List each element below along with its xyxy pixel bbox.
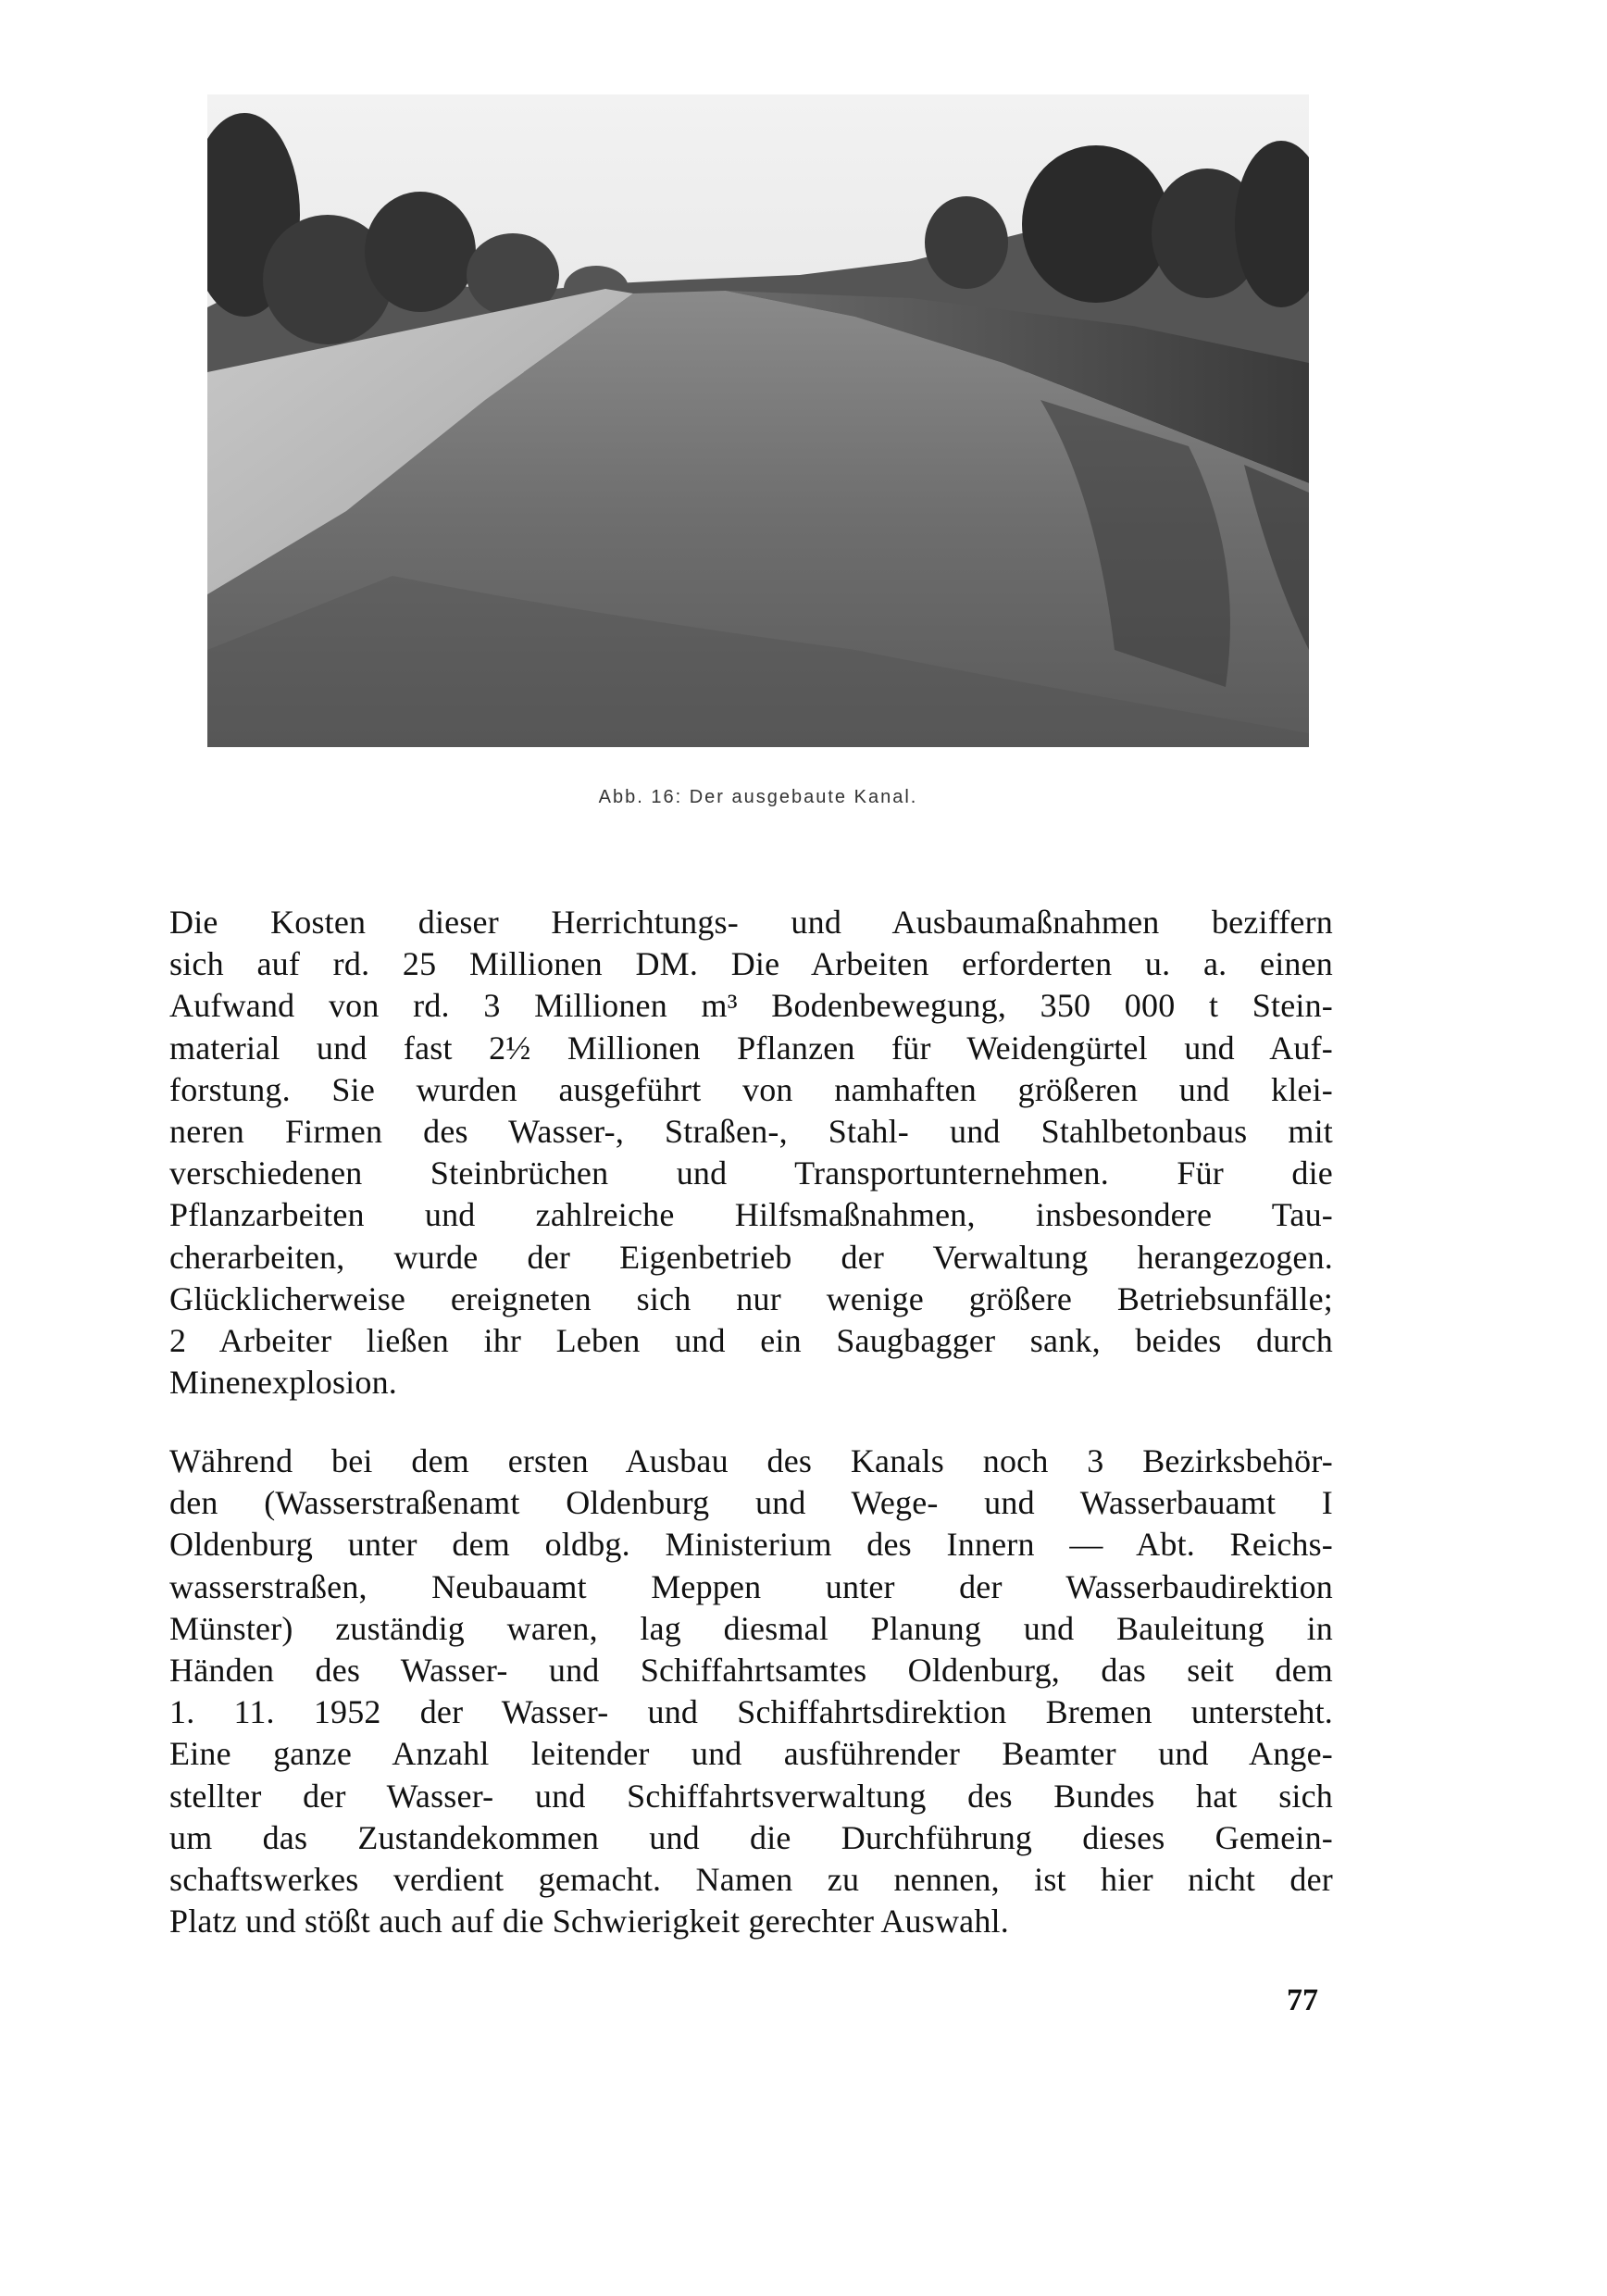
- text-line: forstung. Sie wurden ausgeführt von namhaften größeren und klei-: [169, 1070, 1333, 1108]
- text-line: Pflanzarbeiten und zahlreiche Hilfsmaßnahmen, insbesondere Tau-: [169, 1196, 1333, 1234]
- text-line: Während bei dem ersten Ausbau des Kanals noch 3 Bezirksbehör-: [169, 1442, 1333, 1479]
- figure-caption: Abb. 16: Der ausgebaute Kanal.: [598, 787, 918, 807]
- text-line: cherarbeiten, wurde der Eigenbetrieb der Verwaltung herangezogen.: [169, 1238, 1333, 1276]
- page-number: 77: [1287, 1983, 1318, 2017]
- text-line: Platz und stößt auch auf die Schwierigkeit gerechter Auswahl.: [169, 1903, 1009, 1940]
- paragraph-2: [169, 1441, 1333, 1942]
- text-line: Glücklicherweise ereigneten sich nur wenige größere Betriebsunfälle;: [169, 1279, 1333, 1317]
- text-line: stellter der Wasser- und Schiffahrtsverwaltung des Bundes hat sich: [169, 1777, 1333, 1815]
- text-line: wasserstraßen, Neubauamt Meppen unter der Wasserbaudirektion: [169, 1567, 1333, 1605]
- text-line: Aufwand von rd. 3 Millionen m³ Bodenbewegung, 350 000 t Stein-: [169, 987, 1333, 1025]
- text-line: 1. 11. 1952 der Wasser- und Schiffahrtsdirektion Bremen untersteht.: [169, 1693, 1333, 1731]
- text-line: Minenexplosion.: [169, 1364, 397, 1402]
- text-line: material und fast 2½ Millionen Pflanzen für Weidengürtel und Auf-: [169, 1029, 1333, 1067]
- text-line: verschiedenen Steinbrüchen und Transportunternehmen. Für die: [169, 1154, 1333, 1192]
- text-line: schaftswerkes verdient gemacht. Namen zu nennen, ist hier nicht der: [169, 1861, 1333, 1899]
- text-line: den (Wasserstraßenamt Oldenburg und Wege- und Wasserbauamt I: [169, 1484, 1333, 1522]
- text-line: Händen des Wasser- und Schiffahrtsamtes Oldenburg, das seit dem: [169, 1652, 1333, 1690]
- text-line: Münster) zuständig waren, lag diesmal Planung und Bauleitung in: [169, 1609, 1333, 1647]
- text-line: um das Zustandekommen und die Durchführung dieses Gemein-: [169, 1818, 1333, 1856]
- text-line: Die Kosten dieser Herrichtungs- und Ausbaumaßnahmen beziffern: [169, 904, 1333, 941]
- text-line: 2 Arbeiter ließen ihr Leben und ein Saugbagger sank, beides durch: [169, 1322, 1333, 1360]
- paragraph-1: [169, 902, 1333, 1404]
- canal-photo-image: [207, 94, 1309, 747]
- text-line: sich auf rd. 25 Millionen DM. Die Arbeiten erforderten u. a. einen: [169, 945, 1333, 983]
- text-line: Eine ganze Anzahl leitender und ausführender Beamter und Ange-: [169, 1735, 1333, 1773]
- text-line: Oldenburg unter dem oldbg. Ministerium des Innern — Abt. Reichs-: [169, 1526, 1333, 1564]
- canal-photo: [207, 94, 1309, 747]
- text-line: neren Firmen des Wasser-, Straßen-, Stahl- und Stahlbetonbaus mit: [169, 1113, 1333, 1151]
